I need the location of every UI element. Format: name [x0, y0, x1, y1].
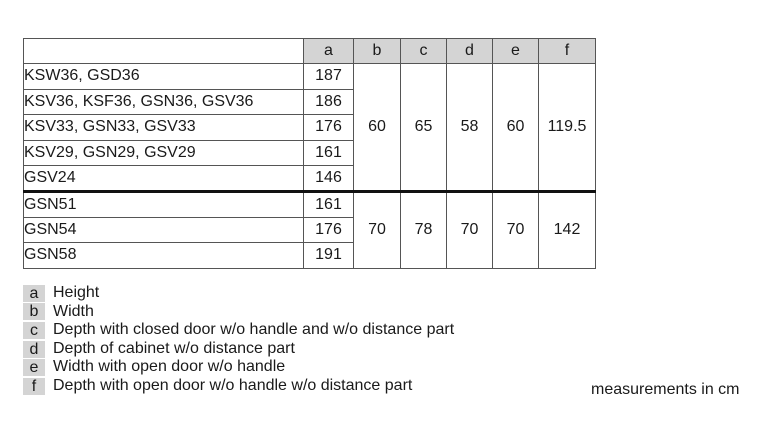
group2-depth-cabinet: 70: [447, 191, 493, 268]
legend-key: c: [23, 322, 45, 339]
group2-depth-open: 142: [539, 191, 596, 268]
legend-item: [23, 358, 454, 377]
group1-width-open: 60: [493, 64, 539, 192]
height-cell: 176: [304, 217, 354, 243]
group1-depth-cabinet: 58: [447, 64, 493, 192]
table-row: [24, 191, 596, 217]
legend-item: [23, 303, 454, 322]
legend-text: Depth of cabinet w/o distance part: [53, 339, 295, 357]
header-a: a: [304, 39, 354, 64]
height-cell: 146: [304, 166, 354, 192]
header-e: e: [493, 39, 539, 64]
height-cell: 176: [304, 115, 354, 141]
height-cell: 187: [304, 64, 354, 90]
group1-depth-closed: 65: [401, 64, 447, 192]
legend-key: f: [23, 378, 45, 395]
model-cell: GSV24: [24, 166, 304, 192]
height-cell: 186: [304, 89, 354, 115]
legend-item: [23, 340, 454, 359]
model-cell: KSV36, KSF36, GSN36, GSV36: [24, 89, 304, 115]
legend-item: [23, 377, 454, 396]
model-cell: KSV29, GSN29, GSV29: [24, 140, 304, 166]
group2-width-open: 70: [493, 191, 539, 268]
model-cell: KSW36, GSD36: [24, 64, 304, 90]
legend-text: Width: [53, 302, 94, 320]
header-d: d: [447, 39, 493, 64]
dimensions-table: [23, 38, 596, 269]
legend-item: [23, 321, 454, 340]
model-cell: GSN58: [24, 243, 304, 269]
header-f: f: [539, 39, 596, 64]
model-cell: KSV33, GSN33, GSV33: [24, 115, 304, 141]
table-row: [24, 64, 596, 90]
header-b: b: [354, 39, 401, 64]
legend-item: [23, 284, 454, 303]
group1-depth-open: 119.5: [539, 64, 596, 192]
group2-depth-closed: 78: [401, 191, 447, 268]
legend-key: e: [23, 359, 45, 376]
legend-text: Width with open door w/o handle: [53, 358, 286, 376]
header-model: [24, 39, 304, 64]
height-cell: 161: [304, 140, 354, 166]
legend-key: a: [23, 285, 45, 302]
legend: [23, 284, 454, 396]
legend-key: b: [23, 303, 45, 320]
model-cell: GSN54: [24, 217, 304, 243]
model-cell: GSN51: [24, 191, 304, 217]
legend-text: Height: [53, 284, 100, 301]
group1-width: 60: [354, 64, 401, 192]
header-row: [24, 39, 596, 64]
height-cell: 161: [304, 191, 354, 217]
legend-text: Depth with open door w/o handle w/o distance part: [53, 376, 413, 394]
group2-width: 70: [354, 191, 401, 268]
legend-key: d: [23, 341, 45, 358]
header-c: c: [401, 39, 447, 64]
height-cell: 191: [304, 243, 354, 269]
legend-text: Depth with closed door w/o handle and w/o distance part: [53, 321, 455, 339]
units-note: measurements in cm: [591, 381, 740, 398]
